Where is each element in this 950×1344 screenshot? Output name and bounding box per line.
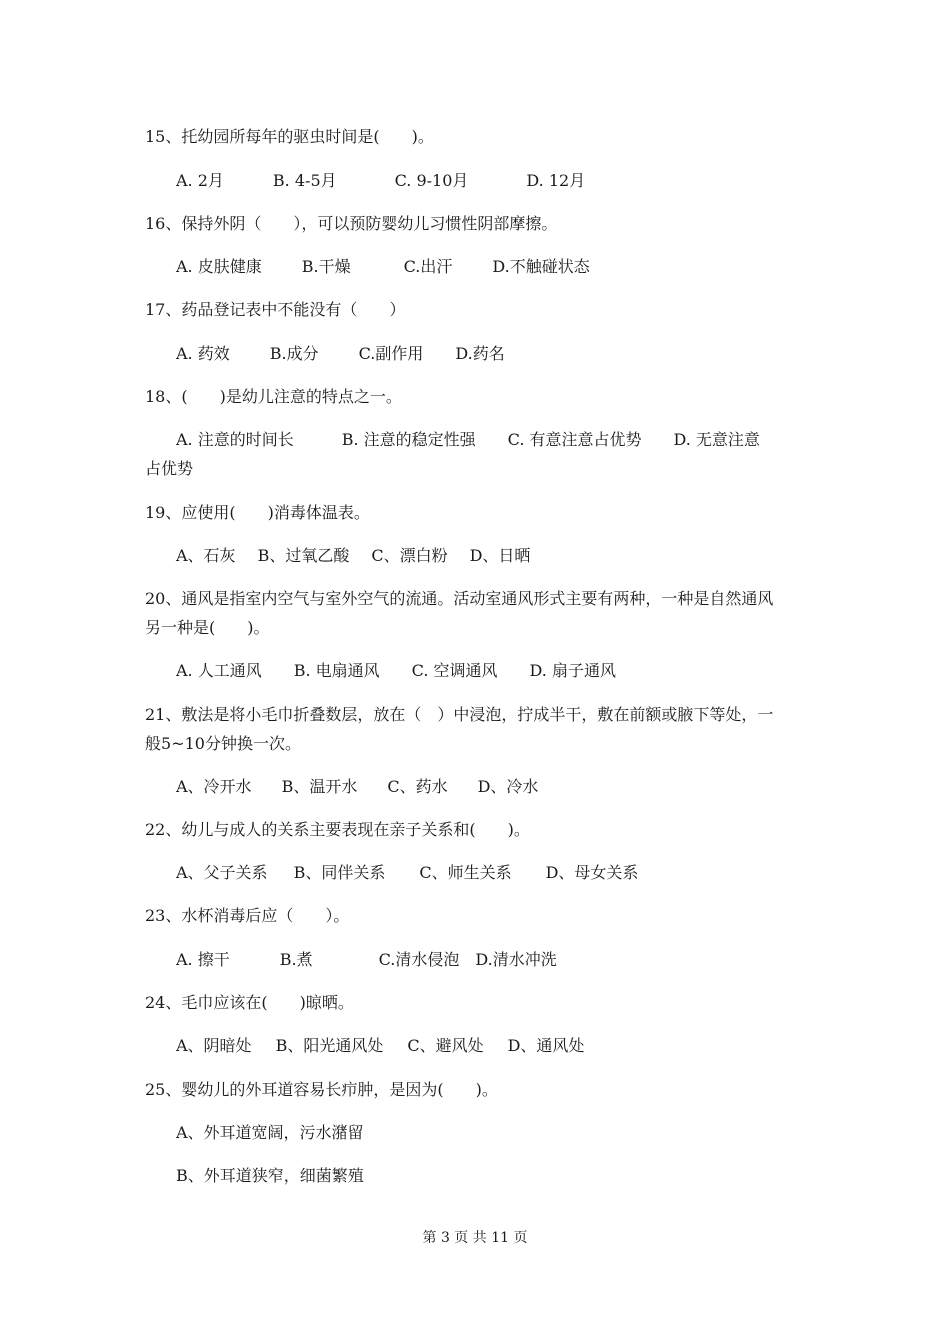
option-c: C. 9-10月 xyxy=(394,171,469,190)
question-23-stem: 23、水杯消毒后应（ ）。 xyxy=(145,906,350,925)
option-b: B.干燥 xyxy=(301,257,351,276)
option-d: D、母女关系 xyxy=(545,863,639,882)
page-number-footer: 第 3 页 共 11 页 xyxy=(422,1230,528,1246)
option-c: C、漂白粉 xyxy=(371,546,448,565)
option-d: D.清水冲洗 xyxy=(475,950,557,969)
option-a: A、父子关系 xyxy=(176,863,268,882)
option-c: C.副作用 xyxy=(358,344,424,363)
option-d: D. 扇子通风 xyxy=(529,661,616,680)
option-d: D. 12月 xyxy=(526,171,586,190)
question-25-option-a: A、外耳道宽阔，污水潴留 xyxy=(176,1123,364,1142)
question-19-options xyxy=(176,541,846,570)
option-a: A. 皮肤健康 xyxy=(176,257,262,276)
option-d: D、冷水 xyxy=(477,777,539,796)
question-18-options-continued: 占优势 xyxy=(145,459,194,478)
option-d: D.药名 xyxy=(455,344,505,363)
question-20-stem: 20、通风是指室内空气与室外空气的流通。活动室通风形式主要有两种，一种是自然通风 xyxy=(145,589,774,608)
question-25-stem: 25、婴幼儿的外耳道容易长疖肿，是因为( )。 xyxy=(145,1080,498,1099)
option-d: D.不触碰状态 xyxy=(492,257,590,276)
question-17-stem: 17、药品登记表中不能没有（ ） xyxy=(145,300,406,319)
question-22-stem: 22、幼儿与成人的关系主要表现在亲子关系和( )。 xyxy=(145,820,530,839)
option-c: C. 空调通风 xyxy=(411,661,498,680)
option-d: D、日晒 xyxy=(469,546,531,565)
question-21-stem-continued: 般5~10分钟换一次。 xyxy=(145,734,301,753)
option-c: C、师生关系 xyxy=(419,863,512,882)
question-20-stem-continued: 另一种是( )。 xyxy=(145,618,270,637)
option-b: B. 4-5月 xyxy=(272,171,337,190)
option-a: A、石灰 xyxy=(176,546,236,565)
option-b: B.成分 xyxy=(269,344,319,363)
question-20-options xyxy=(176,656,846,685)
question-21-options xyxy=(176,772,846,801)
question-21-stem: 21、敷法是将小毛巾折叠数层，放在（ ）中浸泡，拧成半干，敷在前额或腋下等处，一 xyxy=(145,705,774,724)
question-16-stem: 16、保持外阴（ ），可以预防婴幼儿习惯性阴部摩擦。 xyxy=(145,214,558,233)
question-15-options xyxy=(176,166,846,195)
question-18-stem: 18、( )是幼儿注意的特点之一。 xyxy=(145,387,402,406)
question-24-stem: 24、毛巾应该在( )晾晒。 xyxy=(145,993,354,1012)
option-b: B、温开水 xyxy=(281,777,358,796)
option-a: A、阴暗处 xyxy=(176,1036,252,1055)
option-b: B、阳光通风处 xyxy=(275,1036,384,1055)
option-b: B、同伴关系 xyxy=(293,863,386,882)
option-c: C.出汗 xyxy=(403,257,453,276)
question-18-options: A. 注意的时间长 B. 注意的稳定性强 C. 有意注意占优势 D. 无意注意 xyxy=(176,430,760,449)
option-b: B. 电扇通风 xyxy=(293,661,380,680)
option-b: B、过氧乙酸 xyxy=(257,546,350,565)
option-a: A、冷开水 xyxy=(176,777,252,796)
question-24-options xyxy=(176,1031,846,1060)
question-22-options xyxy=(176,858,846,887)
option-d: D、通风处 xyxy=(507,1036,585,1055)
option-c: C、药水 xyxy=(387,777,448,796)
option-a: A. 药效 xyxy=(176,344,230,363)
question-16-options xyxy=(176,252,846,281)
option-a: A. 2月 xyxy=(176,171,224,190)
question-25-option-b: B、外耳道狭窄，细菌繁殖 xyxy=(176,1166,364,1185)
question-19-stem: 19、应使用( )消毒体温表。 xyxy=(145,503,370,522)
question-15-stem: 15、托幼园所每年的驱虫时间是( )。 xyxy=(145,127,434,146)
option-b: B.煮 xyxy=(279,950,313,969)
option-a: A. 擦干 xyxy=(176,950,230,969)
question-17-options xyxy=(176,339,846,368)
question-23-options xyxy=(176,945,846,974)
option-c: C、避风处 xyxy=(407,1036,484,1055)
option-a: A. 人工通风 xyxy=(176,661,262,680)
option-c: C.清水侵泡 xyxy=(378,950,460,969)
